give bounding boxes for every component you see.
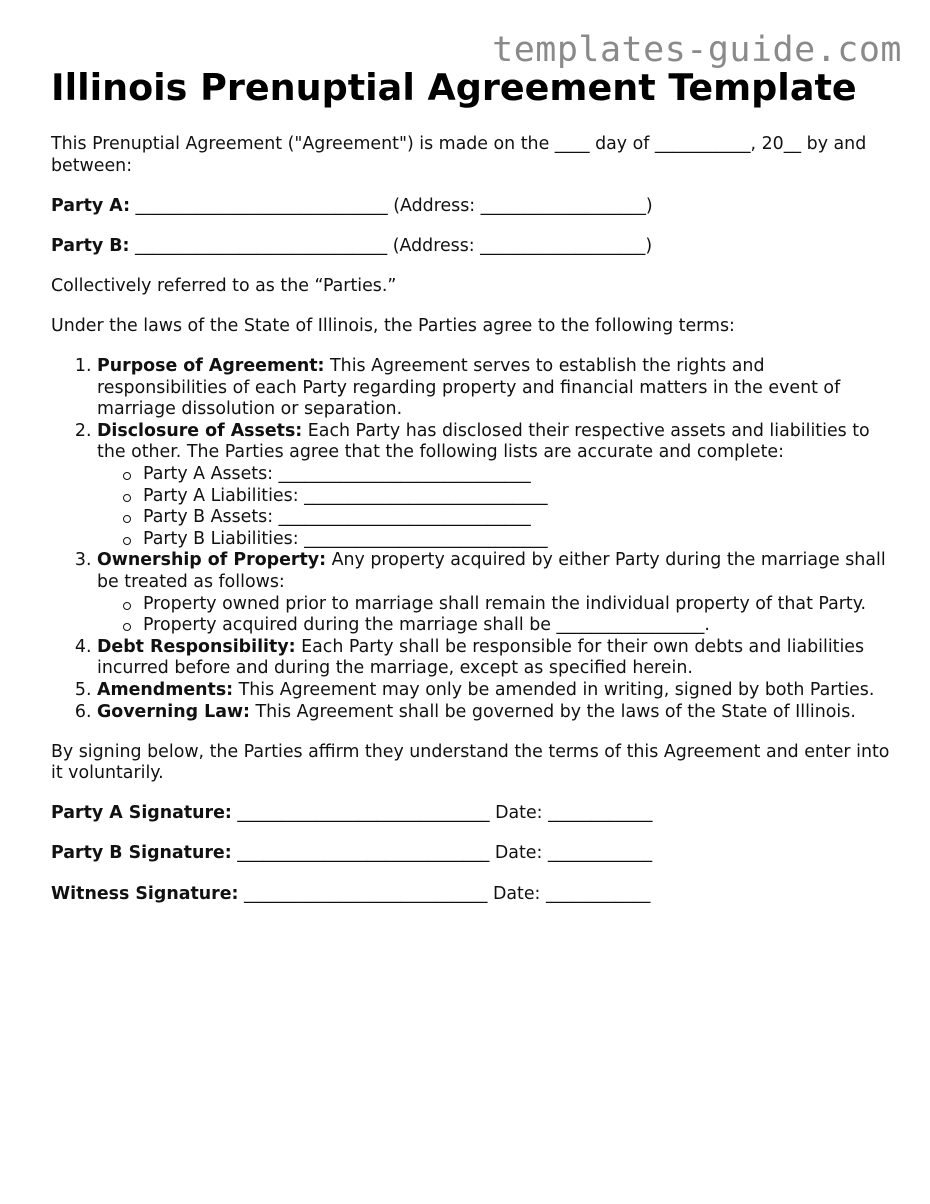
term-item [97,637,891,680]
property-sublist [97,594,891,637]
term-item [97,550,891,636]
term-item [97,702,891,724]
sub-list-item: Party A Liabilities: ____________________________ [143,486,891,508]
party-b-label: Party B: [51,235,130,256]
document-page [51,64,891,905]
signature-fields: ____________________________ Date: ____________ [238,883,651,904]
term-text: Each Party shall be responsible for their own debts and liabilities incurred before and during the marriage, except as specified herein. [97,636,865,679]
affirm-paragraph: By signing below, the Parties affirm they understand the terms of this Agreement and enter into it voluntarily. [51,741,890,784]
term-item [97,356,891,421]
party-b-line [51,236,891,258]
term-heading: Purpose of Agreement: [97,356,325,377]
term-heading: Amendments: [97,679,234,700]
sub-list-item: Property acquired during the marriage shall be _________________. [143,615,891,637]
signature-fields: _____________________________ Date: ____________ [231,803,653,824]
sub-list-item: Party B Assets: _____________________________ [143,507,891,529]
signature-label: Party A Signature: [51,803,232,824]
page-title: Illinois Prenuptial Agreement Template [51,66,857,109]
sub-list-item: Property owned prior to marriage shall remain the individual property of that Party. [143,594,891,616]
party-b-fields: _____________________________ (Address: ___________________) [129,235,653,256]
party-a-fields: _____________________________ (Address: ___________________) [130,195,653,216]
signature-line-party-b [51,843,891,865]
watermark: templates-guide.com [492,30,902,70]
term-text: This Agreement serves to establish the rights and responsibilities of each Party regarding property and financial matters in the event of marriage dissolution or separation. [97,356,841,420]
terms-list [51,356,891,723]
term-item [97,421,891,551]
term-heading: Disclosure of Assets: [97,420,303,441]
signature-label: Party B Signature: [51,843,232,864]
sub-list-item: Party B Liabilities: ____________________________ [143,529,891,551]
signature-line-witness [51,884,891,906]
intro-paragraph: This Prenuptial Agreement ("Agreement") is made on the ____ day of ___________, 20__ by and between: [51,134,867,176]
term-heading: Debt Responsibility: [97,636,296,657]
term-text: Each Party has disclosed their respective assets and liabilities to the other. The Parties agree that the following lists are accurate and complete: [97,420,870,463]
laws-intro-paragraph: Under the laws of the State of Illinois, the Parties agree to the following terms: [51,315,735,336]
party-a-label: Party A: [51,195,131,216]
term-text: This Agreement may only be amended in writing, signed by both Parties. [233,679,875,700]
party-a-line [51,196,891,218]
term-text: Any property acquired by either Party during the marriage shall be treated as follows: [97,550,886,592]
term-item [97,680,891,702]
term-heading: Ownership of Property: [97,550,327,571]
sub-list-item: Party A Assets: _____________________________ [143,464,891,486]
assets-sublist [97,464,891,550]
term-text: This Agreement shall be governed by the laws of the State of Illinois. [250,701,856,722]
collective-paragraph: Collectively referred to as the “Parties.” [51,275,397,296]
signature-fields: _____________________________ Date: ____________ [231,843,653,864]
term-heading: Governing Law: [97,701,250,722]
signature-line-party-a [51,803,891,825]
signature-label: Witness Signature: [51,883,239,904]
